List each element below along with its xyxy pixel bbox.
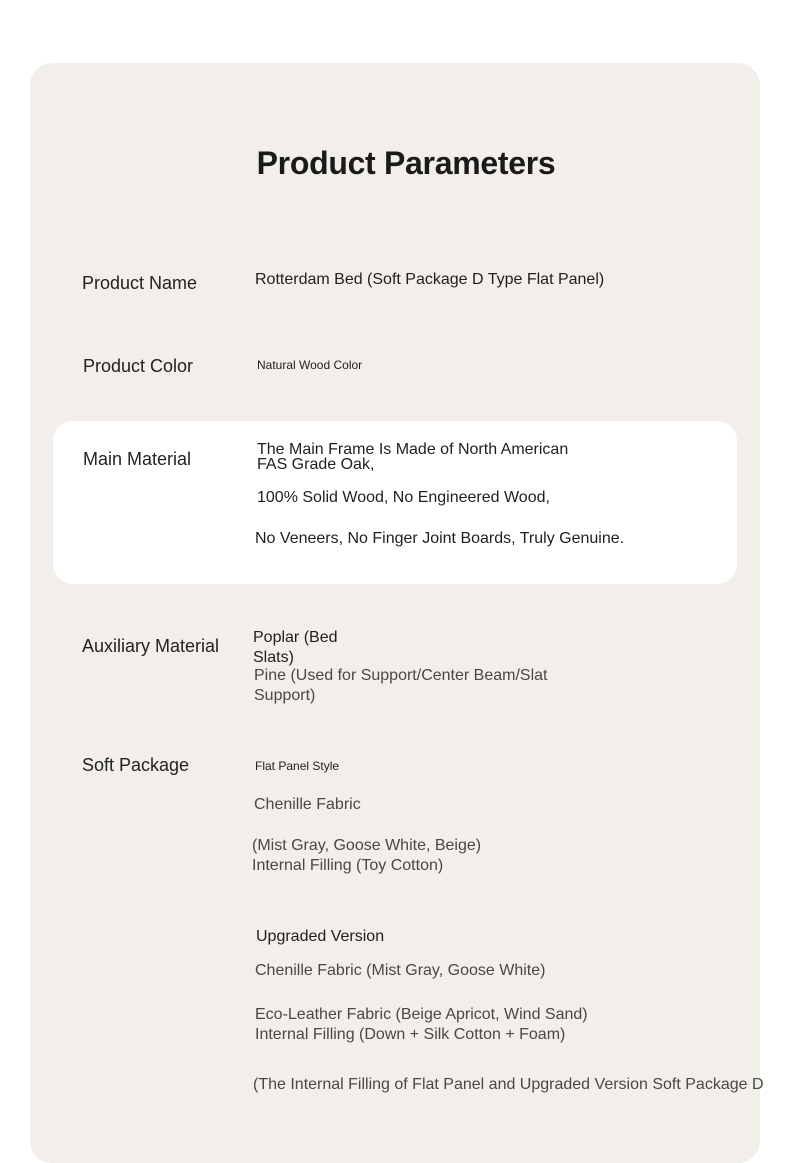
soft-package-subheading: Upgraded Version: [256, 928, 385, 945]
main-material-line: The Main Frame Is Made of North American: [257, 441, 569, 458]
soft-package-line: Internal Filling (Down + Silk Cotton + Foam): [255, 1026, 566, 1043]
auxiliary-material-line: Pine (Used for Support/Center Beam/Slat: [254, 667, 548, 684]
soft-package-line: Internal Filling (Toy Cotton): [252, 857, 444, 874]
parameters-card: [30, 63, 760, 1163]
auxiliary-material-label: Auxiliary Material: [82, 636, 220, 656]
product-color-label: Product Color: [83, 356, 194, 376]
main-material-label: Main Material: [83, 449, 192, 469]
product-color-value: Natural Wood Color: [257, 358, 363, 372]
main-material-line: FAS Grade Oak,: [257, 456, 375, 473]
soft-package-line: Chenille Fabric (Mist Gray, Goose White): [255, 962, 546, 979]
soft-package-line: Eco-Leather Fabric (Beige Apricot, Wind Sand): [255, 1006, 588, 1023]
auxiliary-material-line: Slats): [253, 649, 294, 666]
main-material-line: 100% Solid Wood, No Engineered Wood,: [257, 489, 550, 506]
soft-package-line: Flat Panel Style: [255, 759, 340, 773]
soft-package-label: Soft Package: [82, 755, 190, 775]
soft-package-note: (The Internal Filling of Flat Panel and Upgraded Version Soft Package D: [253, 1076, 764, 1093]
page-title: Product Parameters: [256, 145, 556, 181]
product-name-value: Rotterdam Bed (Soft Package D Type Flat Panel): [255, 271, 605, 288]
product-name-label: Product Name: [82, 273, 198, 293]
auxiliary-material-line: Poplar (Bed: [253, 629, 338, 646]
auxiliary-material-line: Support): [254, 687, 316, 704]
main-material-line: No Veneers, No Finger Joint Boards, Truly Genuine.: [255, 530, 625, 547]
soft-package-line: (Mist Gray, Goose White, Beige): [252, 837, 482, 854]
soft-package-line: Chenille Fabric: [254, 796, 361, 813]
